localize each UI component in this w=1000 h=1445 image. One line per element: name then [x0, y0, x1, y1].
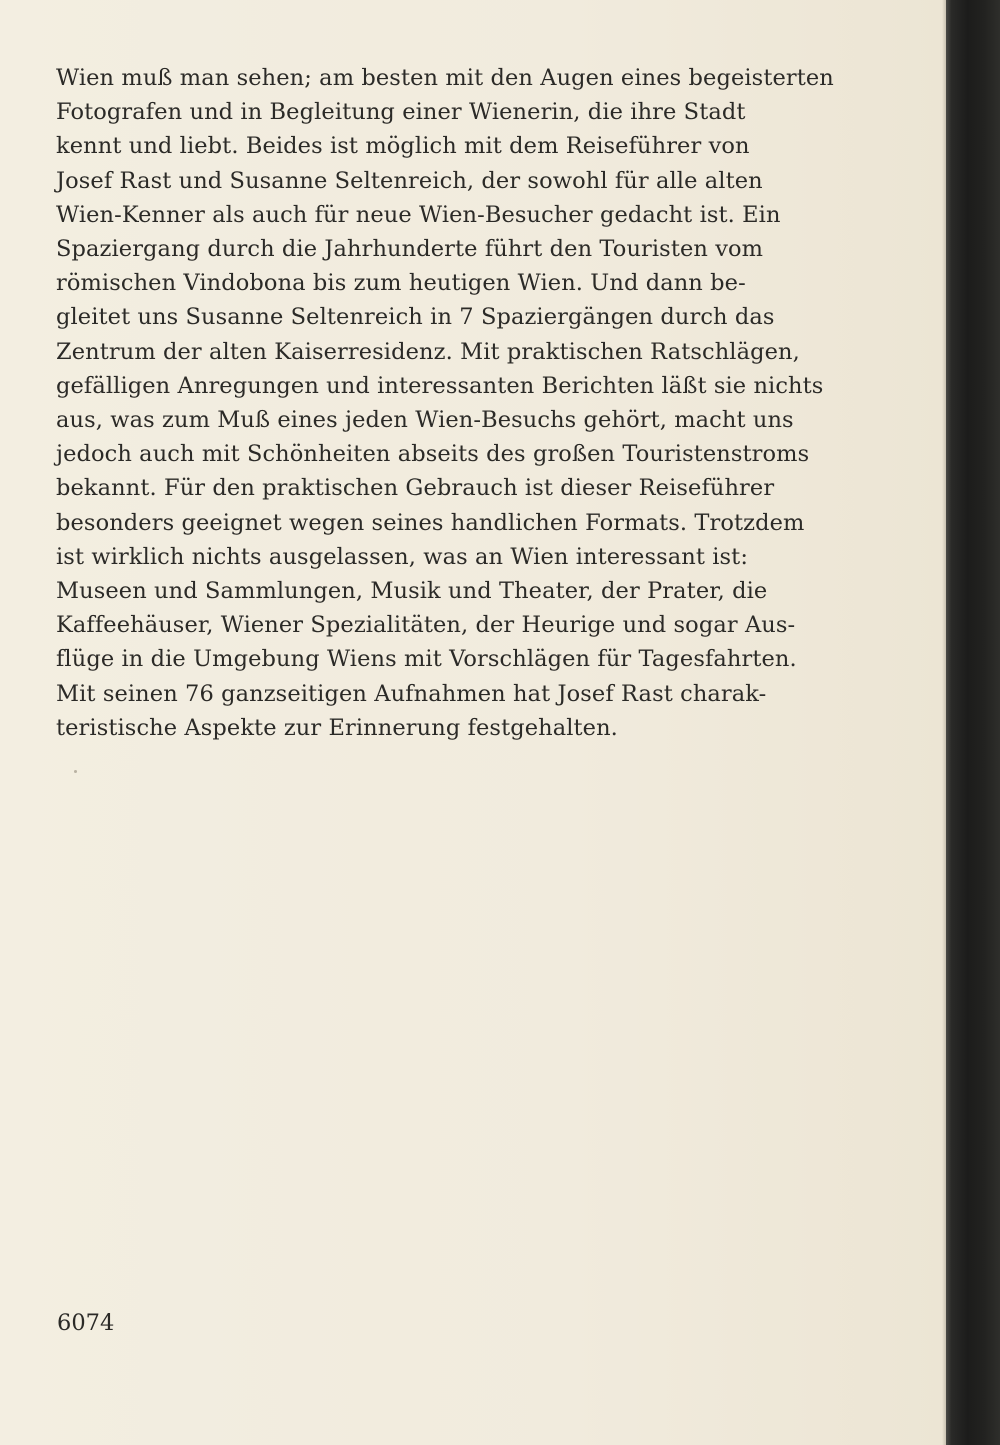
- blurb-line: Museen und Sammlungen, Musik und Theater, der Prater, die: [56, 578, 768, 605]
- blurb-line: flüge in die Umgebung Wiens mit Vorschlägen für Tagesfahrten.: [56, 646, 797, 673]
- blurb-line: gefälligen Anregungen und interessanten Berichten läßt sie nichts: [56, 372, 824, 399]
- blurb-line: besonders geeignet wegen seines handlichen Formats. Trotzdem: [56, 509, 805, 536]
- blurb-line: Zentrum der alten Kaiserresidenz. Mit praktischen Ratschlägen,: [56, 338, 800, 365]
- blurb-line: Josef Rast und Susanne Seltenreich, der sowohl für alle alten: [56, 167, 763, 194]
- catalog-number: 6074: [57, 1310, 115, 1336]
- blurb-paragraph: [56, 61, 834, 745]
- blurb-line: aus, was zum Muß eines jeden Wien-Besuchs gehört, macht uns: [56, 407, 794, 434]
- book-spine: [946, 0, 1000, 1445]
- blurb-line: Wien muß man sehen; am besten mit den Augen eines begeisterten: [56, 65, 834, 91]
- blurb-line: bekannt. Für den praktischen Gebrauch ist dieser Reiseführer: [56, 475, 775, 502]
- blurb-line: kennt und liebt. Beides ist möglich mit dem Reiseführer von: [56, 133, 750, 160]
- blurb-line: Wien-Kenner als auch für neue Wien-Besucher gedacht ist. Ein: [56, 201, 781, 228]
- blurb-line: Mit seinen 76 ganzseitigen Aufnahmen hat Josef Rast charak-: [56, 680, 767, 707]
- blurb-line: römischen Vindobona bis zum heutigen Wien. Und dann be-: [56, 270, 746, 297]
- blurb-line: teristische Aspekte zur Erinnerung festgehalten.: [56, 714, 618, 741]
- blurb-line: Spaziergang durch die Jahrhunderte führt den Touristen vom: [56, 236, 764, 263]
- blurb-line: Fotografen und in Begleitung einer Wienerin, die ihre Stadt: [56, 99, 746, 126]
- blurb-line: gleitet uns Susanne Seltenreich in 7 Spaziergängen durch das: [56, 304, 775, 331]
- blurb-line: ist wirklich nichts ausgelassen, was an Wien interessant ist:: [56, 543, 749, 570]
- blurb-line: Kaffeehäuser, Wiener Spezialitäten, der Heurige und sogar Aus-: [56, 612, 796, 639]
- paper-speck: [74, 770, 77, 773]
- blurb-line: jedoch auch mit Schönheiten abseits des großen Touristenstroms: [56, 441, 810, 468]
